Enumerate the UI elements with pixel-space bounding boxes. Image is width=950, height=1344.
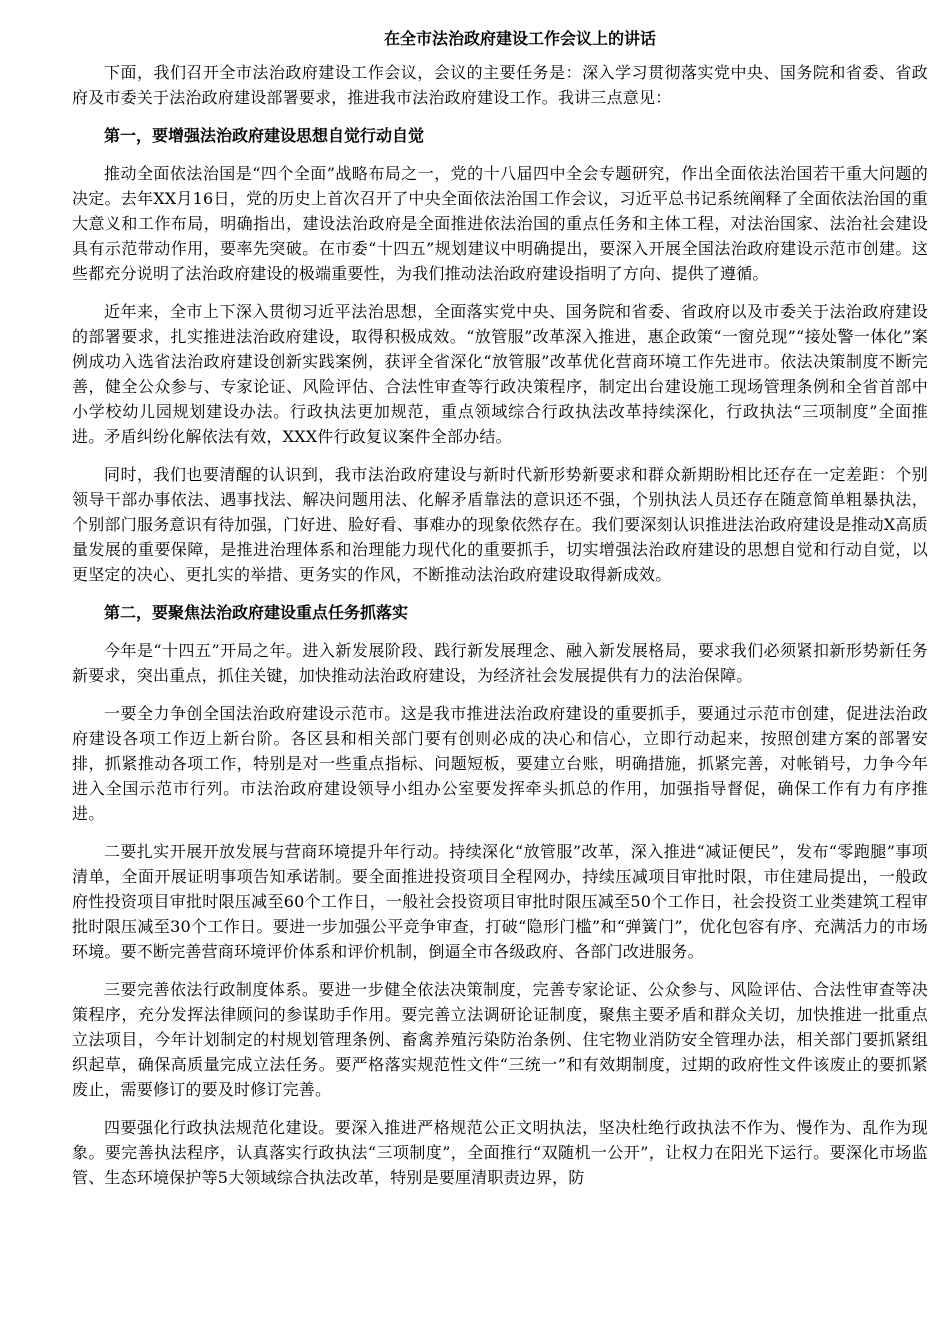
section-heading-1: 第一，要增强法治政府建设思想自觉行动自觉 xyxy=(104,126,425,145)
paragraph-8: 四要强化行政执法规范化建设。要深入推进严格规范公正文明执法，坚决杜绝行政执法不作为、慢作为、乱作为现象。要完善执法程序，认真落实行政执法“三项制度”，全面推行“双随机一公开”，让权力在阳光下运行。要深化市场监管、生态环境保护等5大领域综合执法改革，特别是要厘清职责边界，防 xyxy=(72,1118,928,1187)
paragraph-6: 二要扎实开展开放发展与营商环境提升年行动。持续深化“放管服”改革，深入推进“减证便民”，发布“零跑腿”事项清单，全面开展证明事项告知承诺制。要全面推进投资项目全程网办，持续压减项目审批时限，市住建局提出，一般政府性投资项目审批时限压减至60个工作日，一般社会投资项目审批时限压减至50个工作日，社会投资工业类建筑工程审批时限压减至30个工作日。要进一步加强公平竞争审查，打破“隐形门槛”和“弹簧门”，优化包容有序、充满活力的市场环境。要不断完善营商环境评价体系和评价机制，倒逼全市各级政府、各部门改进服务。 xyxy=(72,842,928,961)
paragraph-1: 推动全面依法治国是“四个全面”战略布局之一，党的十八届四中全会专题研究，作出全面依法治国若干重大问题的决定。去年XX月16日，党的历史上首次召开了中央全面依法治国工作会议，习近平总书记系统阐释了全面依法治国的重大意义和工作布局，明确指出，建设法治政府是全面推进依法治国的重点任务和主体工程，对法治国家、法治社会建设具有示范带动作用，要率先突破。在市委“十四五”规划建议中明确提出，要深入开展全国法治政府建设示范市创建。这些都充分说明了法治政府建设的极端重要性，为我们推动法治政府建设指明了方向、提供了遵循。 xyxy=(72,164,928,283)
document-title: 在全市法治政府建设工作会议上的讲话 xyxy=(383,29,656,48)
paragraph-7: 三要完善依法行政制度体系。要进一步健全依法决策制度，完善专家论证、公众参与、风险评估、合法性审查等决策程序，充分发挥法律顾问的参谋助手作用。要完善立法调研论证制度，聚焦主要矛盾和群众关切，加快推进一批重点立法项目，今年计划制定的村规划管理条例、畜禽养殖污染防治条例、住宅物业消防安全管理办法，相关部门要抓紧组织起草，确保高质量完成立法任务。要严格落实规范性文件“三统一”和有效期制度，过期的政府性文件该废止的要抓紧废止，需要修订的要及时修订完善。 xyxy=(72,980,928,1099)
paragraph-4: 今年是“十四五”开局之年。进入新发展阶段、践行新发展理念、融入新发展格局，要求我们必须紧扣新形势新任务新要求，突出重点，抓住关键，加快推动法治政府建设，为经济社会发展提供有力的法治保障。 xyxy=(72,641,928,685)
document-page xyxy=(72,26,928,1203)
section-heading-2: 第二，要聚焦法治政府建设重点任务抓落实 xyxy=(104,603,409,622)
paragraph-3: 同时，我们也要清醒的认识到，我市法治政府建设与新时代新形势新要求和群众新期盼相比还存在一定差距：个别领导干部办事依法、遇事找法、解决问题用法、化解矛盾靠法的意识还不强，个别执法人员还存在随意简单粗暴执法，个别部门服务意识有待加强，门好进、脸好看、事难办的现象依然存在。我们要深刻认识推进法治政府建设是推动X高质量发展的重要保障，是推进治理体系和治理能力现代化的重要抓手，切实增强法治政府建设的思想自觉和行动自觉，以更坚定的决心、更扎实的举措、更务实的作风，不断推动法治政府建设取得新成效。 xyxy=(72,465,928,584)
intro-paragraph: 下面，我们召开全市法治政府建设工作会议，会议的主要任务是：深入学习贯彻落实党中央、国务院和省委、省政府及市委关于法治政府建设部署要求，推进我市法治政府建设工作。我讲三点意见： xyxy=(72,63,928,107)
paragraph-5: 一要全力争创全国法治政府建设示范市。这是我市推进法治政府建设的重要抓手，要通过示范市创建，促进法治政府建设各项工作迈上新台阶。各区县和相关部门要有创则必成的决心和信心，立即行动起来，按照创建方案的部署安排，抓紧推动各项工作，特别是对一些重点指标、问题短板，要建立台账，明确措施，抓紧完善，对帐销号，力争今年进入全国示范市行列。市法治政府建设领导小组办公室要发挥牵头抓总的作用，加强指导督促，确保工作有力有序推进。 xyxy=(72,704,928,823)
paragraph-2: 近年来，全市上下深入贯彻习近平法治思想，全面落实党中央、国务院和省委、省政府以及市委关于法治政府建设的部署要求，扎实推进法治政府建设，取得积极成效。“放管服”改革深入推进，惠企政策“一窗兑现”“接处警一体化”案例成功入选省法治政府建设创新实践案例，获评全省深化“放管服”改革优化营商环境工作先进市。依法决策制度不断完善，健全公众参与、专家论证、风险评估、合法性审查等行政决策程序，制定出台建设施工现场管理条例和全省首部中小学校幼儿园规划建设办法。行政执法更加规范，重点领域综合行政执法改革持续深化，行政执法“三项制度”全面推进。矛盾纠纷化解依法有效，XXX件行政复议案件全部办结。 xyxy=(72,302,928,446)
